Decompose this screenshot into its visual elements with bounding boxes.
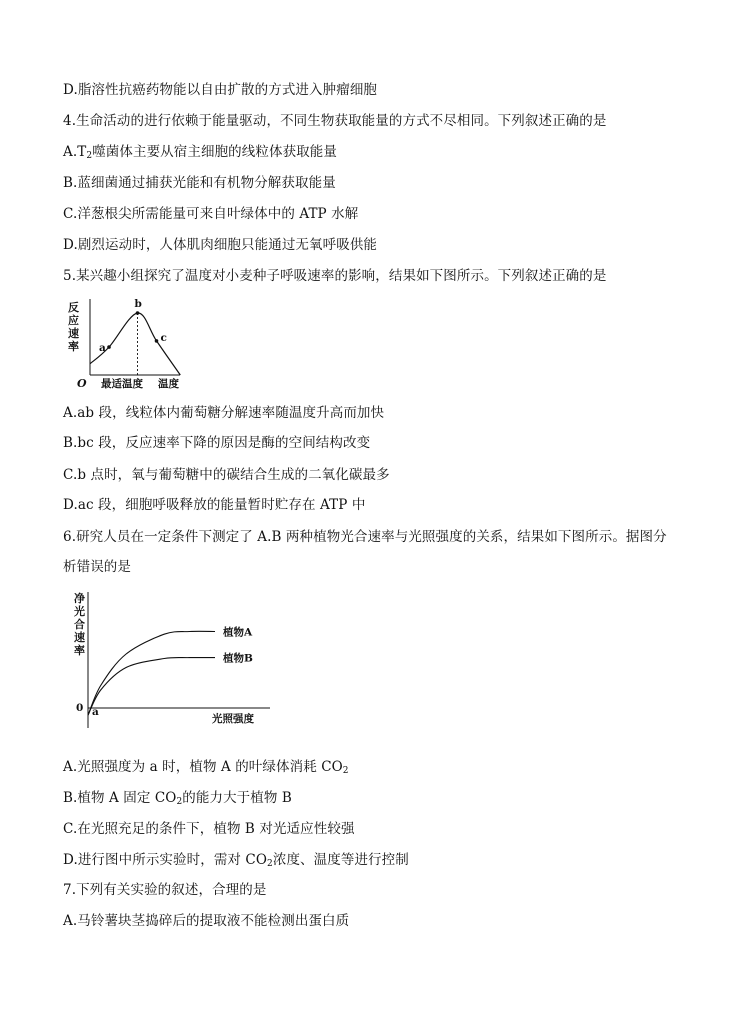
q5-option-b: B.bc 段，反应速率下降的原因是酶的空间结构改变 xyxy=(63,435,371,451)
q5-option-a: A.ab 段，线粒体内葡萄糖分解速率随温度升高而加快 xyxy=(63,405,385,421)
q6d-text-post: 浓度、温度等进行控制 xyxy=(272,852,409,868)
q6b-text-post: 的能力大于植物 B xyxy=(182,790,292,806)
q6a-text-pre: A.光照强度为 a 时，植物 A 的叶绿体消耗 CO xyxy=(63,759,343,775)
q6a-subscript: 2 xyxy=(342,766,349,776)
q6b-subscript: 2 xyxy=(176,797,183,807)
q4-option-b: B.蓝细菌通过捕获光能和有机物分解获取能量 xyxy=(63,175,336,191)
chart2-ylabel-char: 净 xyxy=(74,592,85,605)
chart1-point-label-c: c xyxy=(160,331,167,344)
q5-option-c: C.b 点时，氧与葡萄糖中的碳结合生成的二氧化碳最多 xyxy=(63,467,390,483)
chart1-point-a xyxy=(107,345,111,349)
option-line: D.脂溶性抗癌药物能以自由扩散的方式进入肿瘤细胞 xyxy=(63,82,378,98)
chart1-origin-label: O xyxy=(77,377,87,390)
q6b-text-pre: B.植物 A 固定 CO xyxy=(63,790,177,806)
chart2-x-mark-label: a xyxy=(92,706,99,718)
chart2-series-label-a: 植物A xyxy=(223,626,253,639)
q4a-text-post: 噬菌体主要从宿主细胞的线粒体获取能量 xyxy=(92,144,337,160)
chart1-ylabel-char: 反 xyxy=(68,301,79,314)
q6-option-a xyxy=(63,758,349,776)
q6-option-b xyxy=(63,789,292,807)
chart1-ylabel-char: 速 xyxy=(68,327,79,340)
q4-option-a xyxy=(63,143,337,161)
chart2-series-label-b: 植物B xyxy=(223,652,253,665)
respiration-rate-chart xyxy=(60,293,200,393)
photosynthesis-rate-chart xyxy=(70,588,280,728)
q7-option-a: A.马铃薯块茎捣碎后的提取液不能检测出蛋白质 xyxy=(63,913,350,929)
chart2-ylabel-char: 合 xyxy=(74,618,85,631)
chart1-ylabel-char: 应 xyxy=(68,314,79,327)
chart1-ylabel xyxy=(68,300,79,353)
q4a-subscript: 2 xyxy=(86,151,93,161)
chart1-point-label-b: b xyxy=(134,298,142,310)
q6d-subscript: 2 xyxy=(267,859,273,869)
q4-option-d: D.剧烈运动时，人体肌肉细胞只能通过无氧呼吸供能 xyxy=(63,237,378,253)
chart1-point-label-a: a xyxy=(99,342,106,355)
question-6-line2: 析错误的是 xyxy=(63,559,131,575)
q4a-text-pre: A.T xyxy=(63,144,87,160)
chart1-point-b xyxy=(136,311,140,315)
chart1-x-tick-label: 最适温度 xyxy=(101,378,143,390)
chart2-xlabel: 光照强度 xyxy=(212,713,254,725)
chart2-series-line-a xyxy=(88,631,215,715)
chart2-origin-label: 0 xyxy=(76,702,84,714)
chart1-xlabel: 温度 xyxy=(158,378,179,390)
chart2-series-line-b xyxy=(88,657,215,715)
chart1-ylabel-char: 率 xyxy=(68,340,79,353)
question-7: 7.下列有关实验的叙述，合理的是 xyxy=(63,882,267,898)
chart1-point-c xyxy=(155,339,159,343)
question-4: 4.生命活动的进行依赖于能量驱动，不同生物获取能量的方式不尽相同。下列叙述正确的是 xyxy=(63,113,607,129)
q6d-text-pre: D.进行图中所示实验时，需对 CO xyxy=(63,852,268,868)
question-6-line1: 6.研究人员在一定条件下测定了 A.B 两种植物光合速率与光照强度的关系，结果如下图所示。据图分 xyxy=(63,529,667,545)
q4-option-c: C.洋葱根尖所需能量可来自叶绿体中的 ATP 水解 xyxy=(63,206,359,222)
chart2-ylabel-char: 光 xyxy=(74,605,85,618)
q5-option-d: D.ac 段，细胞呼吸释放的能量暂时贮存在 ATP 中 xyxy=(63,497,366,513)
question-5: 5.某兴趣小组探究了温度对小麦种子呼吸速率的影响，结果如下图所示。下列叙述正确的是 xyxy=(63,268,607,284)
q6-option-d xyxy=(63,851,409,869)
chart2-ylabel-char: 速 xyxy=(74,631,85,644)
chart2-ylabel-char: 率 xyxy=(74,644,85,657)
q6-option-c: C.在光照充足的条件下，植物 B 对光适应性较强 xyxy=(63,821,355,837)
chart2-ylabel xyxy=(74,591,86,657)
